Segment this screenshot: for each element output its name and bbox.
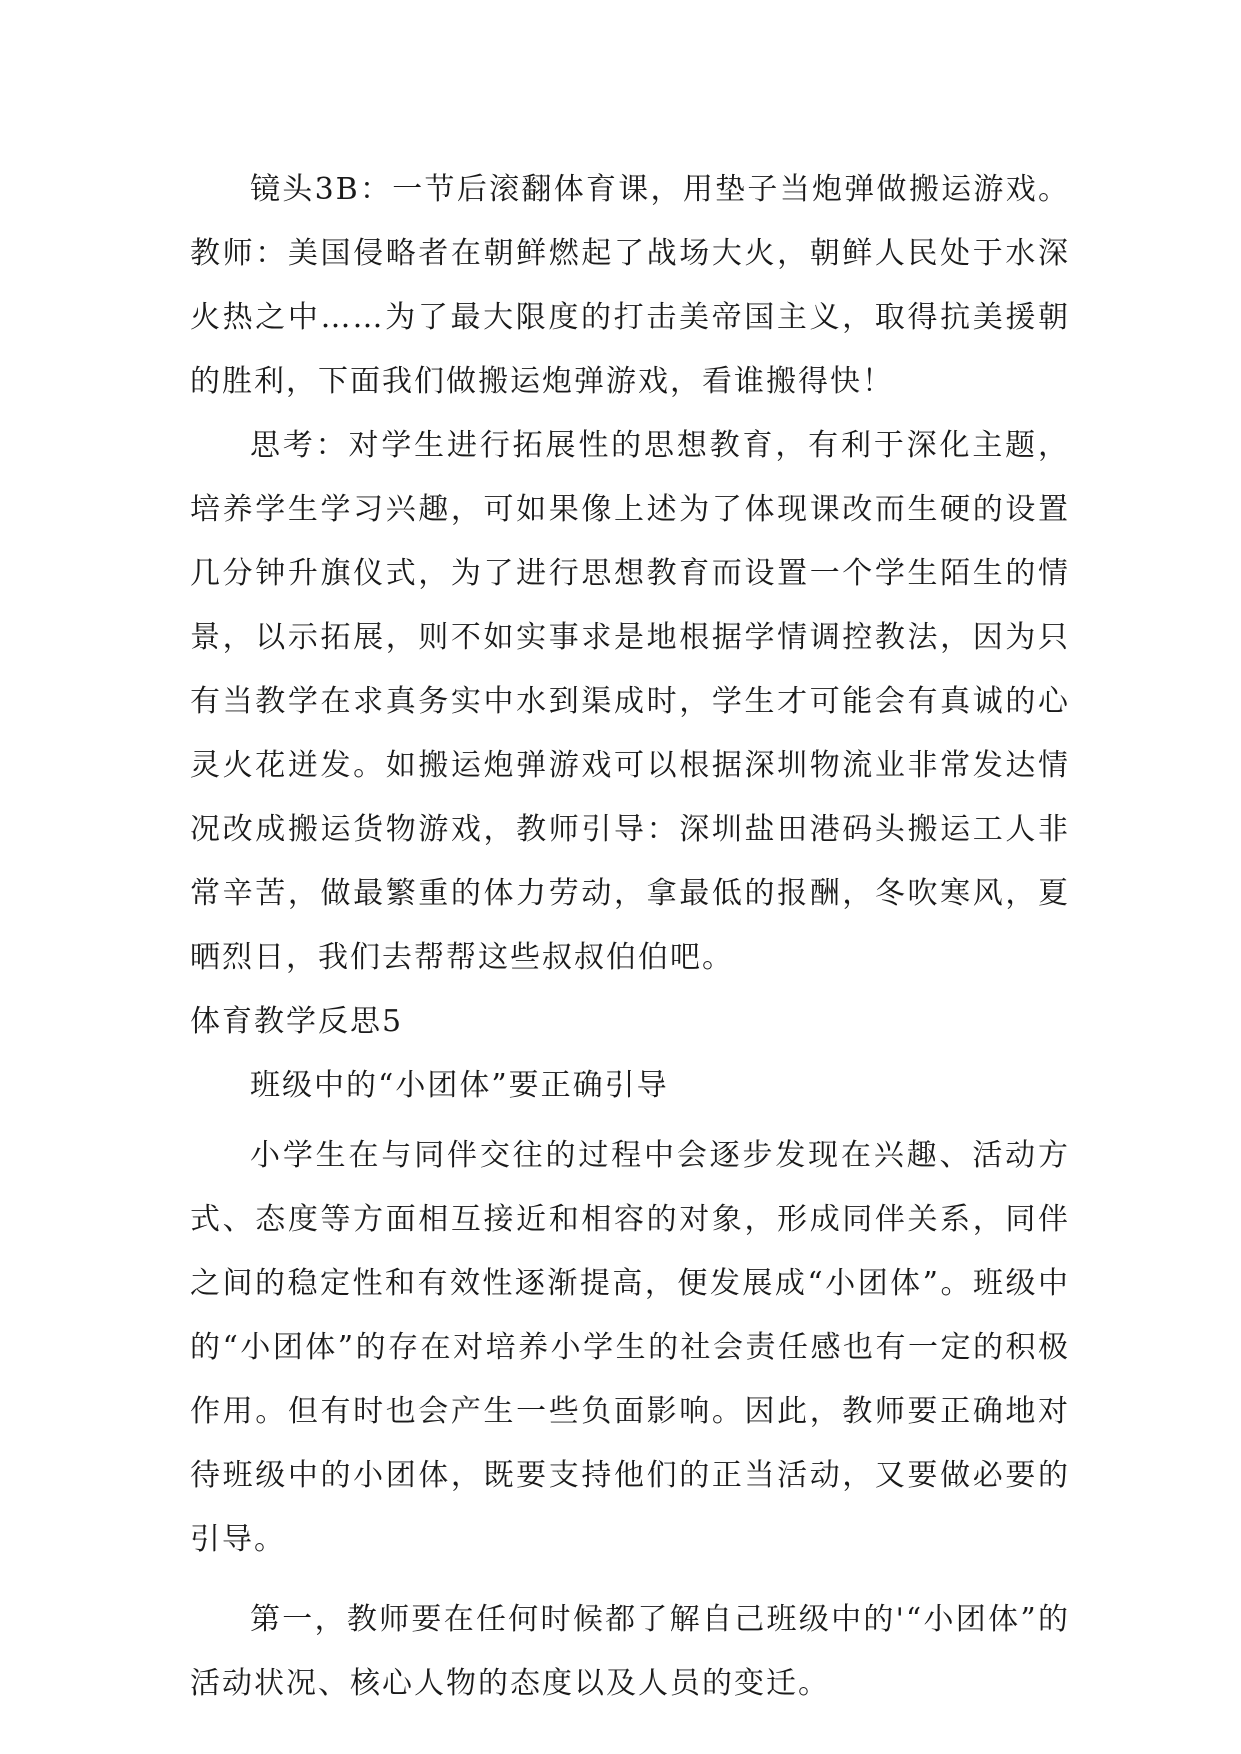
paragraph-first-point: 第一，教师要在任何时候都了解自己班级中的'“小团体”的活动状况、核心人物的态度以及人员的变迁。 [190,1602,1070,1701]
paragraph-small-groups: 小学生在与同伴交往的过程中会逐步发现在兴趣、活动方式、态度等方面相互接近和相容的对象，形成同伴关系，同伴之间的稳定性和有效性逐渐提高，便发展成“小团体”。班级中的“小团体”的存在对培养小学生的社会责任感也有一定的积极作用。但有时也会产生一些负面影响。因此，教师要正确地对待班级中的小团体，既要支持他们的正当活动，又要做必要的引导。 [190,1138,1070,1557]
paragraph-shot-3b: 镜头3B：一节后滚翻体育课，用垫子当炮弹做搬运游戏。教师：美国侵略者在朝鲜燃起了战场大火，朝鲜人民处于水深火热之中……为了最大限度的打击美帝国主义，取得抗美援朝的胜利，下面我们做搬运炮弹游戏，看谁搬得快！ [190,172,1070,399]
section-subheading: 班级中的“小团体”要正确引导 [250,1068,669,1103]
paragraph-reflection: 思考：对学生进行拓展性的思想教育，有利于深化主题，培养学生学习兴趣，可如果像上述为了体现课改而生硬的设置几分钟升旗仪式，为了进行思想教育而设置一个学生陌生的情景，以示拓展，则不如实事求是地根据学情调控教法，因为只有当教学在求真务实中水到渠成时，学生才可能会有真诚的心灵火花迸发。如搬运炮弹游戏可以根据深圳物流业非常发达情况改成搬运货物游戏，教师引导：深圳盐田港码头搬运工人非常辛苦，做最繁重的体力劳动，拿最低的报酬，冬吹寒风，夏晒烈日，我们去帮帮这些叔叔伯伯吧。 [190,428,1070,975]
section-heading: 体育教学反思5 [190,1004,404,1039]
document-body [190,158,1070,1716]
